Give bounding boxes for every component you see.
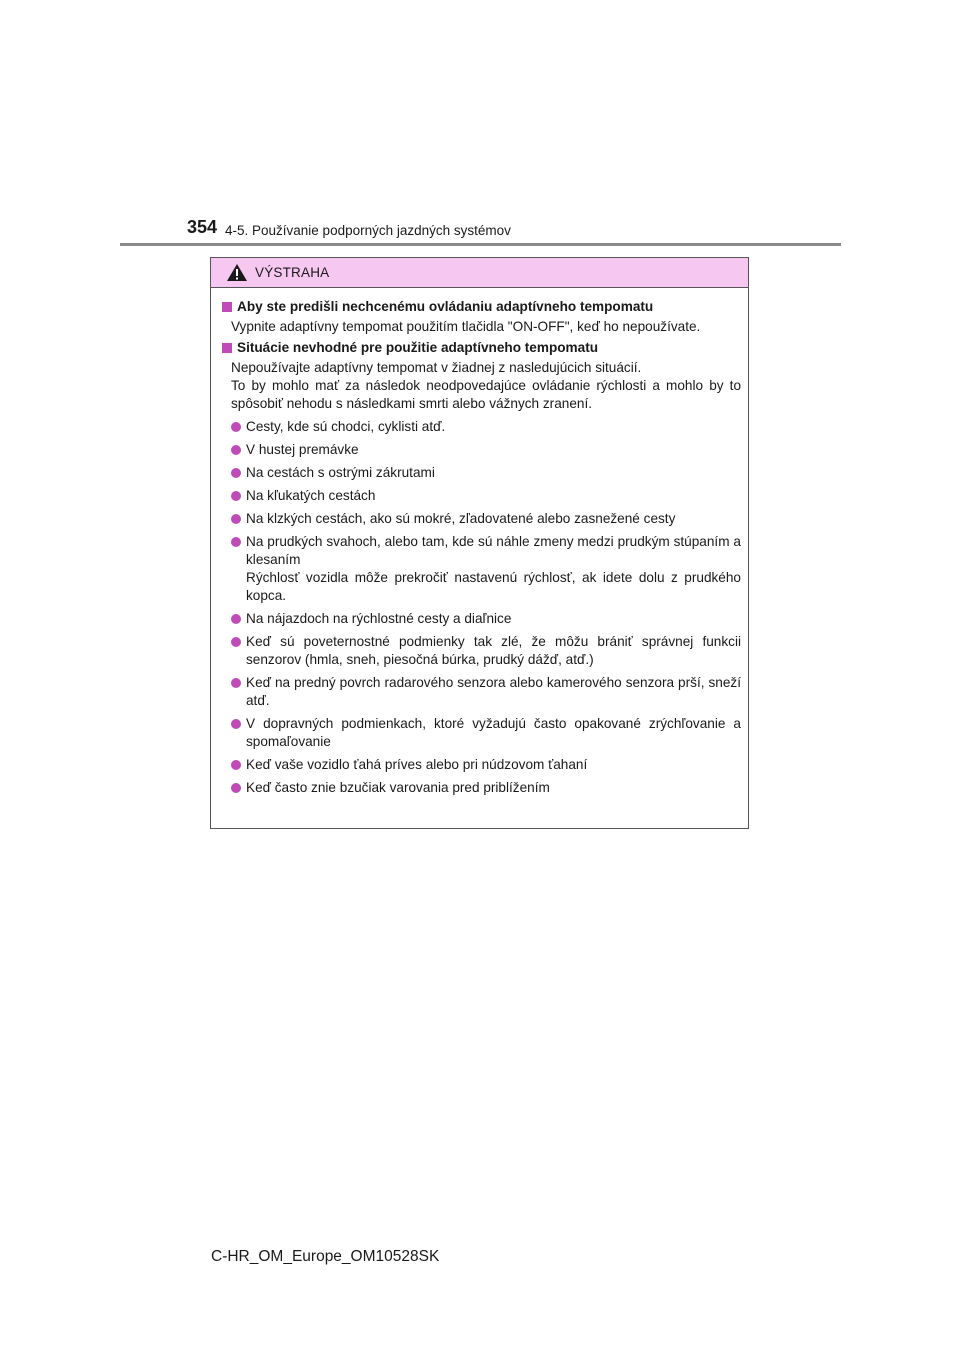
warning-body: [211, 288, 748, 797]
round-bullet-icon: [231, 719, 241, 729]
warning-title: VÝSTRAHA: [255, 265, 330, 280]
list-item: [222, 633, 741, 669]
list-item-text: Na nájazdoch na rýchlostné cesty a diaľnice: [246, 611, 512, 626]
round-bullet-icon: [231, 445, 241, 455]
round-bullet-icon: [231, 514, 241, 524]
list-item: [222, 418, 741, 436]
document-code: C-HR_OM_Europe_OM10528SK: [211, 1248, 440, 1265]
section-heading: [222, 339, 741, 357]
square-bullet-icon: [222, 302, 232, 312]
section-heading: [222, 298, 741, 316]
list-item: [222, 674, 741, 710]
list-item: [222, 441, 741, 459]
list-item-text: Na prudkých svahoch, alebo tam, kde sú náhle zmeny medzi prudkým stúpaním a klesaním Rýchlosť vozidla môže prekročiť nastavenú rýchlosť, ak idete dolu z prudkého kopca.: [246, 534, 741, 603]
list-item-text: Keď na predný povrch radarového senzora alebo kamerového senzora prší, sneží atď.: [246, 675, 741, 708]
list-item: [222, 487, 741, 505]
square-bullet-icon: [222, 343, 232, 353]
list-item: [222, 756, 741, 774]
bullet-list: [222, 418, 741, 797]
list-item-text: V dopravných podmienkach, ktoré vyžadujú často opakované zrýchľovanie a spomaľovanie: [246, 716, 741, 749]
list-item: [222, 610, 741, 628]
chapter-title: 4-5. Používanie podporných jazdných systémov: [225, 223, 511, 238]
section-text: Vypnite adaptívny tempomat použitím tlačidla "ON-OFF", keď ho nepoužívate.: [231, 319, 701, 334]
list-item-text: Cesty, kde sú chodci, cyklisti atď.: [246, 419, 446, 434]
round-bullet-icon: [231, 760, 241, 770]
header-divider: [120, 243, 841, 246]
list-item-text: Keď vaše vozidlo ťahá príves alebo pri núdzovom ťahaní: [246, 757, 588, 772]
warning-section: [222, 339, 741, 797]
round-bullet-icon: [231, 491, 241, 501]
page-number: 354: [187, 217, 218, 237]
section-heading-text: Situácie nevhodné pre použitie adaptívneho tempomatu: [237, 340, 599, 355]
list-item-text: Na kľukatých cestách: [246, 488, 376, 503]
section-heading-text: Aby ste predišli nechcenému ovládaniu adaptívneho tempomatu: [237, 299, 654, 314]
list-item: [222, 510, 741, 528]
list-item: [222, 779, 741, 797]
round-bullet-icon: [231, 468, 241, 478]
round-bullet-icon: [231, 783, 241, 793]
list-item-text: Na klzkých cestách, ako sú mokré, zľadovatené alebo zasnežené cesty: [246, 511, 676, 526]
list-item-text: Keď často znie bzučiak varovania pred priblížením: [246, 780, 550, 795]
warning-triangle-icon: [226, 263, 248, 282]
round-bullet-icon: [231, 422, 241, 432]
list-item: [222, 533, 741, 605]
round-bullet-icon: [231, 614, 241, 624]
section-text: Nepoužívajte adaptívny tempomat v žiadnej z nasledujúcich situácií. To by mohlo mať za následok neodpovedajúce ovládanie rýchlosti a mohlo by to spôsobiť nehodu s následkami smrti alebo vážnych zranení.: [231, 360, 741, 411]
list-item: [222, 715, 741, 751]
warning-header: [211, 258, 748, 288]
warning-section: [222, 298, 741, 336]
list-item-text: V hustej premávke: [246, 442, 359, 457]
list-item-text: Na cestách s ostrými zákrutami: [246, 465, 435, 480]
warning-box: [210, 257, 749, 829]
list-item-text: Keď sú poveternostné podmienky tak zlé, že môžu brániť správnej funkcii senzorov (hmla, sneh, piesočná búrka, prudký dážď, atď.): [246, 634, 741, 667]
round-bullet-icon: [231, 637, 241, 647]
round-bullet-icon: [231, 678, 241, 688]
list-item: [222, 464, 741, 482]
round-bullet-icon: [231, 537, 241, 547]
